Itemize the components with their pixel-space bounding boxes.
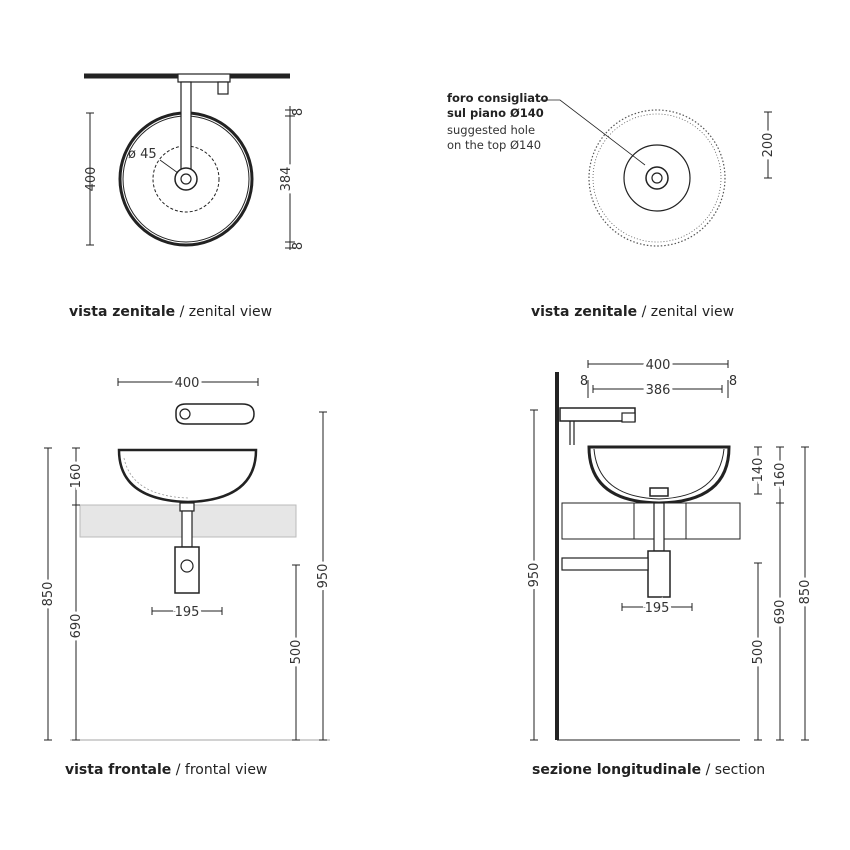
- dim-8-top: 8: [291, 107, 306, 117]
- hole-leader: [540, 100, 645, 165]
- note-en-1: suggested hole: [447, 123, 536, 137]
- caption-frontal: [65, 762, 267, 778]
- zenital-view-right: [540, 100, 768, 246]
- caption-zenital-left-it: vista zenitale: [69, 304, 176, 320]
- drain-leader: [160, 160, 178, 173]
- drain-ring: [646, 167, 668, 189]
- caption-section: [532, 762, 765, 778]
- zenital-view-left: [84, 74, 295, 250]
- dim-sec-386: 386: [645, 383, 671, 398]
- note-en-2: on the top Ø140: [447, 138, 542, 152]
- dim-sec-140: 140: [751, 457, 766, 483]
- dim-front-400: 400: [174, 376, 200, 391]
- drain-outer: [175, 168, 197, 190]
- dim-sec-195: 195: [644, 601, 670, 616]
- note-it-1: foro consigliato: [447, 91, 549, 105]
- caption-frontal-en: frontal view: [184, 762, 268, 778]
- trap-section: [648, 551, 670, 597]
- dim-front-950: 950: [316, 563, 331, 589]
- counter-section: [562, 503, 740, 539]
- dim-drain-diameter: ø 45: [128, 147, 157, 162]
- dim-sec-8-left: 8: [579, 374, 589, 389]
- drain-core: [652, 173, 662, 183]
- dim-8-bottom: 8: [291, 241, 306, 251]
- frontal-view: [48, 382, 330, 740]
- caption-frontal-it: vista frontale: [65, 762, 172, 778]
- caption-zenital-left-en: zenital view: [188, 304, 273, 320]
- dim-400-top: 400: [84, 166, 99, 192]
- caption-section-it: sezione longitudinale: [532, 762, 702, 778]
- dim-200: 200: [761, 132, 776, 158]
- basin-outline-dotted: [589, 110, 725, 246]
- caption-zenital-right: [531, 304, 734, 320]
- caption-section-en: section: [714, 762, 766, 778]
- section-view: [534, 364, 805, 740]
- caption-zenital-right-en: zenital view: [650, 304, 735, 320]
- caption-sep: /: [701, 762, 715, 778]
- tap-body: [176, 404, 254, 424]
- tap-handle: [218, 82, 228, 94]
- dim-sec-690: 690: [773, 599, 788, 625]
- tap-base: [178, 74, 230, 82]
- dim-sec-850: 850: [798, 579, 813, 605]
- dim-sec-8-right: 8: [728, 374, 738, 389]
- basin-outline-dotted-inner: [593, 114, 721, 242]
- dim-front-850: 850: [41, 581, 56, 607]
- dim-front-500: 500: [289, 639, 304, 665]
- spout: [181, 82, 191, 170]
- bottle-trap: [175, 547, 199, 593]
- dim-sec-500: 500: [751, 639, 766, 665]
- caption-sep: /: [637, 304, 651, 320]
- hole-140: [624, 145, 690, 211]
- note-it-2: sul piano Ø140: [447, 106, 544, 120]
- caption-zenital-left: [69, 304, 272, 320]
- dim-front-690: 690: [69, 613, 84, 639]
- dim-front-160: 160: [69, 463, 84, 489]
- dim-sec-400: 400: [645, 358, 671, 373]
- caption-sep: /: [175, 304, 189, 320]
- caption-sep: /: [171, 762, 185, 778]
- caption-zenital-right-it: vista zenitale: [531, 304, 638, 320]
- dim-sec-160: 160: [773, 462, 788, 488]
- dim-sec-950: 950: [527, 562, 542, 588]
- dim-384: 384: [279, 166, 294, 192]
- dim-front-195: 195: [174, 605, 200, 620]
- basin-profile: [119, 450, 256, 502]
